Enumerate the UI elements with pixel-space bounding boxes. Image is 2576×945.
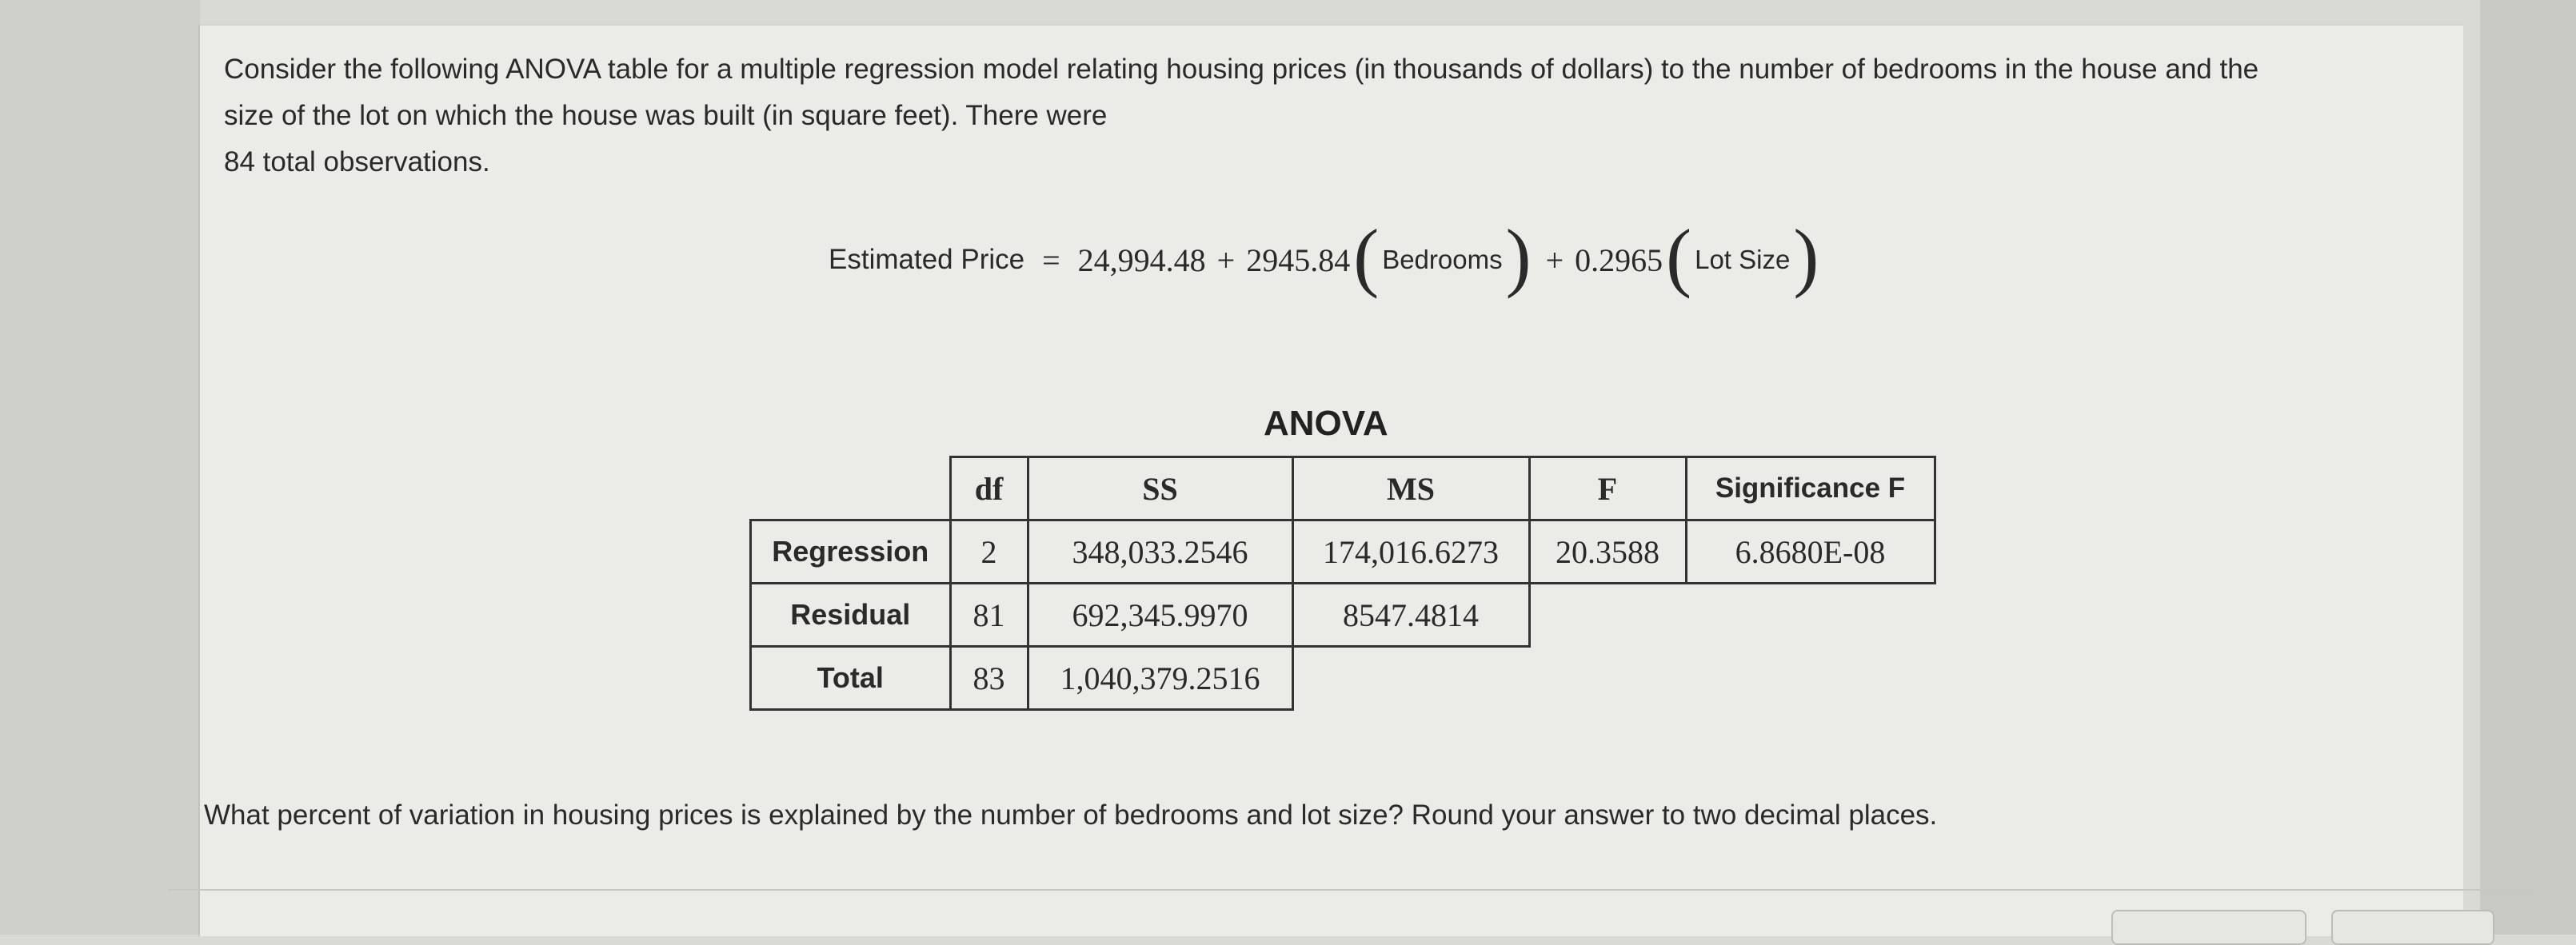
anova-title: ANOVA bbox=[1264, 404, 1388, 443]
cell-regression-ss: 348,033.2546 bbox=[1028, 520, 1292, 584]
left-background bbox=[0, 0, 200, 935]
empty-cell bbox=[1686, 647, 1935, 710]
row-label-residual: Residual bbox=[751, 584, 951, 647]
table-header-row bbox=[751, 457, 1935, 520]
empty-cell bbox=[1686, 584, 1935, 647]
empty-cell bbox=[1529, 584, 1686, 647]
equation-coef-lotsize: 0.2965 bbox=[1575, 241, 1663, 278]
cell-total-ss: 1,040,379.2516 bbox=[1028, 647, 1292, 710]
equation-plus-1: + bbox=[1216, 241, 1236, 278]
equation-equals: = bbox=[1042, 241, 1060, 278]
open-paren-icon: ( bbox=[1666, 213, 1692, 299]
close-paren-icon: ) bbox=[1793, 213, 1819, 299]
empty-cell bbox=[1529, 647, 1686, 710]
header-significance-f: Significance F bbox=[1686, 457, 1935, 520]
next-button[interactable] bbox=[2331, 910, 2494, 945]
cell-residual-ms: 8547.4814 bbox=[1292, 584, 1529, 647]
intro-line-2: size of the lot on which the house was built (in square feet). There were bbox=[224, 100, 1108, 131]
anova-table bbox=[749, 456, 1936, 711]
intro-line-3: 84 total observations. bbox=[224, 146, 490, 177]
regression-equation bbox=[829, 213, 1822, 304]
equation-var-lotsize: Lot Size bbox=[1695, 245, 1791, 274]
table-row bbox=[751, 647, 1935, 710]
header-df: df bbox=[950, 457, 1028, 520]
empty-cell bbox=[1292, 647, 1529, 710]
cell-regression-f: 20.3588 bbox=[1529, 520, 1686, 584]
table-row bbox=[751, 584, 1935, 647]
row-label-total: Total bbox=[751, 647, 951, 710]
equation-lhs: Estimated Price bbox=[829, 244, 1025, 275]
question-text: What percent of variation in housing prices is explained by the number of bedrooms and lot size? Round your answer to two decimal places. bbox=[204, 799, 1938, 831]
equation-intercept: 24,994.48 bbox=[1077, 241, 1206, 278]
close-paren-icon: ) bbox=[1505, 213, 1532, 299]
equation-var-bedrooms: Bedrooms bbox=[1382, 245, 1503, 274]
table-row bbox=[751, 520, 1935, 584]
intro-line-1: Consider the following ANOVA table for a multiple regression model relating housing prices (in thousands of dollars) to the number of bedrooms in the house and the bbox=[224, 54, 2259, 85]
problem-intro bbox=[224, 46, 2431, 185]
answer-button[interactable] bbox=[2111, 910, 2306, 945]
cell-regression-sig: 6.8680E-08 bbox=[1686, 520, 1935, 584]
empty-corner-cell bbox=[751, 457, 951, 520]
open-paren-icon: ( bbox=[1353, 213, 1380, 299]
equation-coef-bedrooms: 2945.84 bbox=[1246, 241, 1351, 278]
equation-plus-2: + bbox=[1545, 241, 1564, 278]
header-f: F bbox=[1529, 457, 1686, 520]
row-label-regression: Regression bbox=[751, 520, 951, 584]
right-background bbox=[2480, 0, 2576, 935]
cell-total-df: 83 bbox=[950, 647, 1028, 710]
cell-residual-ss: 692,345.9970 bbox=[1028, 584, 1292, 647]
cell-regression-df: 2 bbox=[950, 520, 1028, 584]
divider bbox=[168, 889, 2535, 891]
header-ms: MS bbox=[1292, 457, 1529, 520]
cell-regression-ms: 174,016.6273 bbox=[1292, 520, 1529, 584]
header-ss: SS bbox=[1028, 457, 1292, 520]
cell-residual-df: 81 bbox=[950, 584, 1028, 647]
